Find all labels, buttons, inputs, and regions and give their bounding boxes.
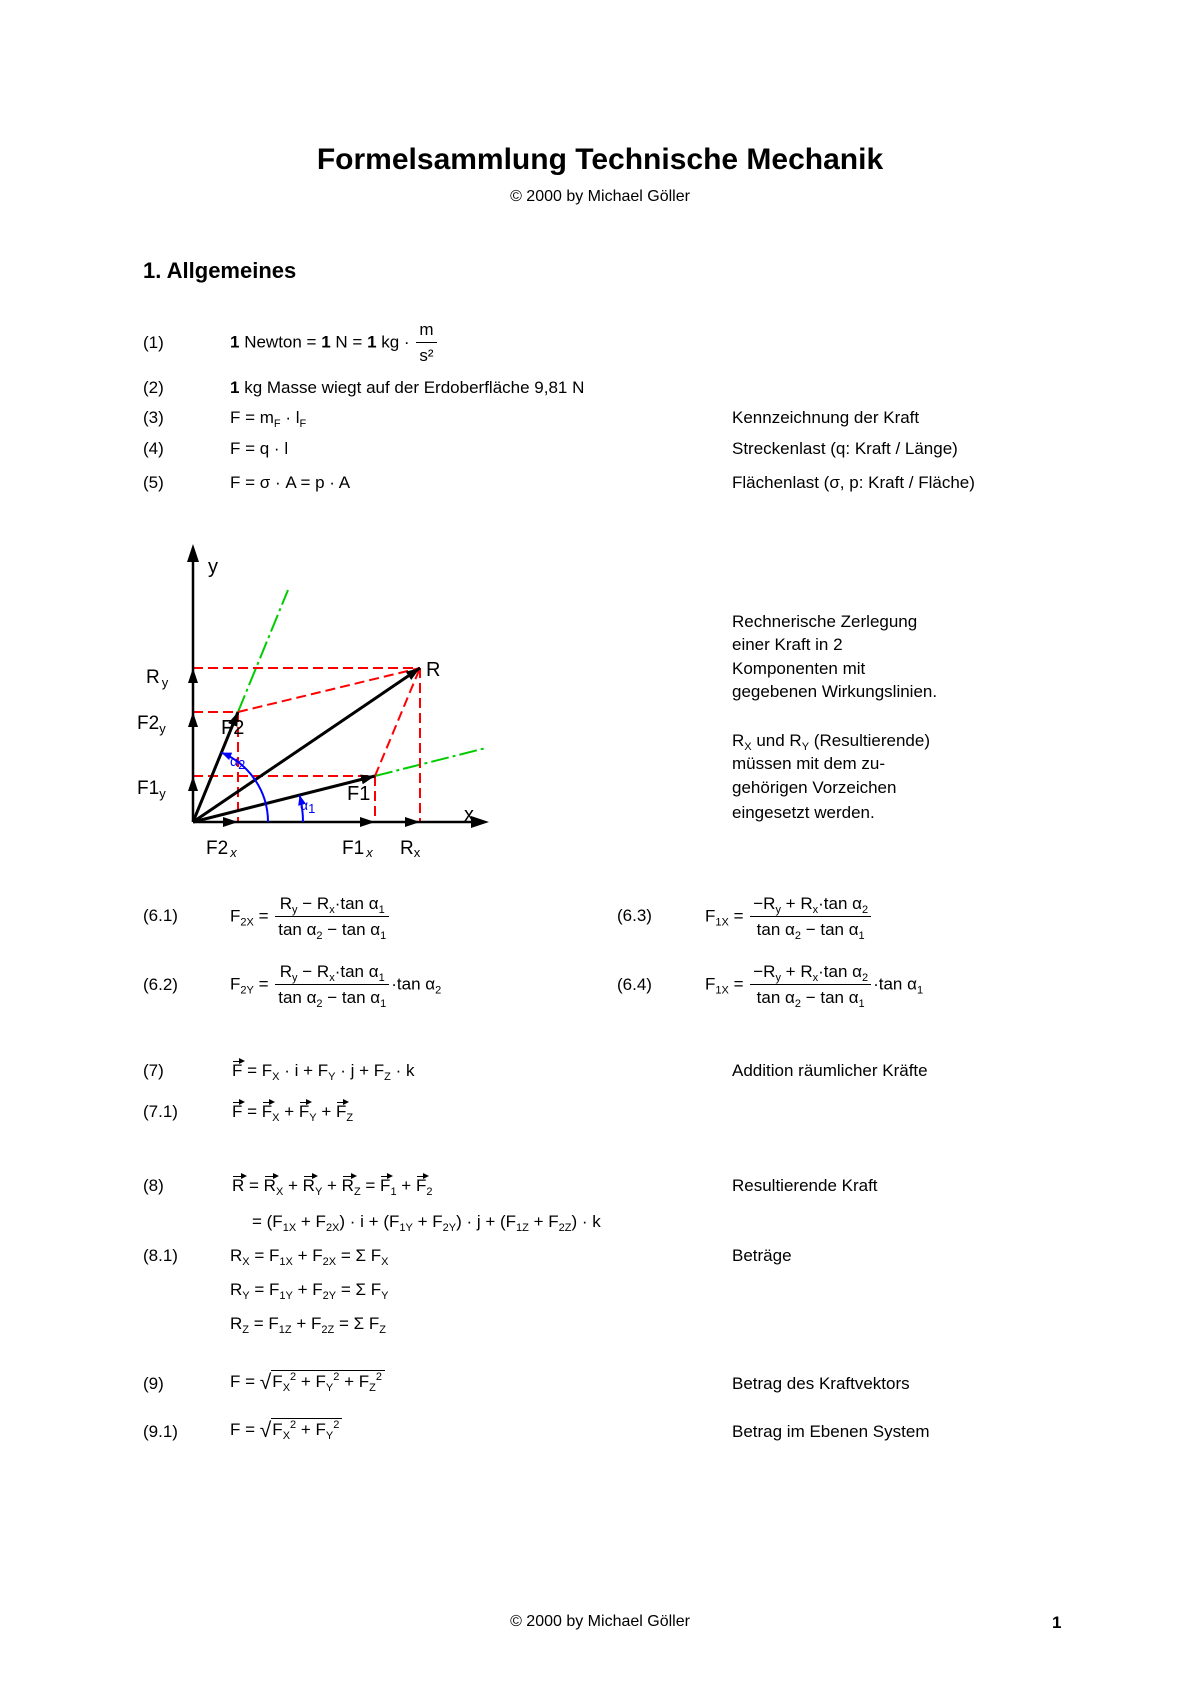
formula-rz [230,1313,386,1335]
alpha-2-label-sub: 2 [238,757,246,772]
vector-symbol: F [335,1102,347,1121]
r-x-label [400,838,421,860]
formula-text: tan α [278,988,317,1007]
formula-text-bold: 1 [230,378,240,397]
formula-text: = F [249,1246,280,1265]
formula-text: kg · [376,332,415,352]
formula-note: Betrag im Ebenen System [732,1422,930,1441]
radicand [271,1418,342,1440]
formula-subscript: 1Z [278,1324,292,1336]
formula-f2y [230,962,441,1008]
formula-subscript: 2X [240,916,254,929]
formula-f1x [705,894,873,940]
formula-text: = (F [252,1212,283,1231]
f2-x-label-sub: x [230,845,237,860]
formula-ry [230,1279,388,1301]
vector-symbol: F [415,1176,427,1195]
formula-newton [230,320,439,366]
formula-text: F [272,1372,283,1391]
formula-text: F [230,974,241,994]
copyright-line: © 2000 by Michael Göller [510,188,690,205]
fraction-numerator [275,962,389,985]
formula-subscript: Z [369,1382,376,1394]
formula-text: R [230,1246,243,1265]
formula-subscript: 2Y [240,984,254,997]
fraction-denominator [275,917,389,940]
square-root [260,1370,385,1393]
formula-text: + [279,1102,299,1121]
formula-number: (4) [143,439,164,458]
force-1-label-text: F1 [347,783,371,805]
diagram-note-line: gegebenen Wirkungslinien. [732,682,938,701]
formula-text: F = σ · A = p · A [230,473,351,492]
diagram-note-line: einer Kraft in 2 [732,635,843,654]
formula-text: + F [412,1212,443,1231]
formula-subscript: Y [242,1290,250,1302]
force-2-label [221,717,244,739]
formula-subscript: F [299,418,307,430]
force-2-label-text: F2 [221,717,245,739]
formula-text: = [253,906,274,926]
formula-note: Beträge [732,1246,792,1265]
formula-spatial-force [232,1060,415,1082]
vector-symbol: F [298,1102,310,1121]
f1-x-label-sub: x [366,845,373,860]
formula-text: ·tan α [334,962,379,981]
formula-number: (7.1) [143,1102,178,1121]
formula-text: −R [753,962,776,981]
formula-note: Streckenlast (q: Kraft / Länge) [732,439,958,458]
diagram-note-line: Rechnerische Zerlegung [732,612,918,631]
formula-subscript: Z [346,1112,354,1124]
formula-subscript: y [775,972,781,984]
formula-text: R [279,962,293,981]
r-x-component-arrow [405,817,420,827]
formula-subscript: Z [242,1324,250,1336]
formula-text: · k [390,1061,415,1080]
formula-area-load [230,472,350,494]
formula-number: (6.3) [617,906,652,925]
formula-text: · j + F [335,1061,385,1080]
formula-text: − tan α [800,988,859,1007]
f2-x-label [206,838,237,860]
f1-x-label [342,838,373,860]
formula-text: + R [780,894,813,913]
formula-superscript: 2 [333,1371,340,1383]
formula-subscript: 2Z [321,1324,335,1336]
formula-text: R [230,1280,243,1299]
f1-y-label [137,778,166,801]
formula-mass-weight [230,377,584,399]
formula-text-bold: 1 [230,332,240,352]
formula-note: Addition räumlicher Kräfte [732,1061,928,1080]
formula-subscript: Z [353,1186,361,1198]
fraction-numerator [416,320,436,343]
vector-symbol: F [261,1102,273,1121]
formula-note: Betrag des Kraftvektors [732,1374,910,1393]
formula-subscript: x [812,972,819,984]
formula-text: tan α [756,920,795,939]
resultant-label [426,659,440,681]
f1-y-label-main: F1 [137,778,160,799]
formula-superscript: 2 [290,1371,297,1383]
y-axis-arrowhead [187,544,199,562]
fraction [750,962,871,1008]
formula-note: Flächenlast (σ, p: Kraft / Fläche) [732,473,975,492]
formula-subscript: 1 [858,930,865,942]
formula-subscript: 2 [794,930,801,942]
formula-text: R [732,731,745,750]
formula-text: = [244,1176,264,1195]
axes [193,560,471,822]
formula-subscript: 2 [794,998,801,1010]
formula-number: (7) [143,1061,164,1080]
formula-resultant-components [252,1211,601,1233]
formula-text: F = [230,1420,260,1439]
formula-f2x [230,894,391,940]
root-sign: √ [259,1371,272,1394]
formula-text: + F [296,1372,326,1391]
formula-text: F = m [230,408,274,427]
alpha-1-label-main: α [300,797,309,813]
formula-text: + F [528,1212,559,1231]
formula-text: ) · i + (F [339,1212,400,1231]
formula-text: F [705,906,716,926]
parallelogram-edge-f2-r [238,668,420,712]
formula-text: = Σ F [336,1246,382,1265]
formula-text: + [396,1176,416,1195]
vector-symbol: R [263,1176,276,1195]
root-sign: √ [259,1419,272,1442]
diagram-note-line: müssen mit dem zu- [732,754,886,773]
formula-text: F [272,1420,283,1439]
formula-subscript: 1 [378,904,385,916]
radicand [271,1370,385,1392]
formula-text: + F [291,1314,322,1333]
formula-text: F = [230,1372,260,1391]
formula-text: kg Masse wiegt auf der Erdoberfläche 9,81 N [239,378,585,397]
f2-y-label-main: F2 [137,713,160,734]
formula-subscript: X [381,1256,389,1268]
formula-superscript: 2 [290,1419,297,1431]
diagram-note-line: eingesetzt werden. [732,803,875,822]
formula-text: · i + F [279,1061,329,1080]
formula-text: und R [751,731,802,750]
formula-text: − R [297,962,330,981]
formula-number: (6.2) [143,975,178,994]
f1-y-component-arrow [188,776,198,791]
formula-text: + F [296,1420,326,1439]
formula-superscript: 2 [375,1371,383,1383]
section-heading: 1. Allgemeines [143,258,297,283]
formula-text: + F [296,1212,326,1231]
formula-subscript: 1 [380,998,387,1010]
formula-subscript: 2Y [322,1290,337,1302]
formula-subscript: 2 [861,904,869,916]
formula-subscript: 1 [858,998,865,1010]
formula-subscript: x [812,904,819,916]
formula-text: tan α [278,920,317,939]
page-number: 1 [1052,1613,1062,1632]
formula-text: = F [249,1314,279,1333]
formula-subscript: 2 [426,1186,433,1198]
formula-text-bold: 1 [321,332,331,352]
vector-symbol: R [232,1176,245,1195]
formula-line-load [230,438,288,460]
formula-subscript: 2 [316,998,323,1010]
formula-note: Kennzeichnung der Kraft [732,408,920,427]
f2-y-label-sub: y [159,721,166,736]
formula-f1y [705,962,923,1008]
formula-subscript: 1Z [516,1222,529,1234]
formula-force-magnitude [230,1370,385,1393]
y-axis-label-text: y [208,556,218,578]
formula-text: = [728,906,749,926]
formula-text: − tan α [322,988,381,1007]
formula-text: + R [780,962,813,981]
diagram-note-line: Komponenten mit [732,659,866,678]
formula-subscript: 2 [861,972,869,984]
formula-text: = F [249,1280,280,1299]
formula-text-bold: 1 [367,332,377,352]
formula-subscript: 1Y [399,1222,413,1234]
formula-subscript: 2Z [558,1222,572,1234]
formula-subscript: X [275,1186,284,1198]
line-of-action-f1 [375,748,486,776]
r-y-label [146,667,169,690]
formula-subscript: 2X [325,1222,340,1234]
formula-text: F = q · l [230,439,289,458]
alpha-2-label-main: α [230,753,239,769]
formula-subscript: X [242,1256,250,1268]
page-footer: © 2000 by Michael Göller [510,1613,690,1630]
formula-subscript: y [292,904,298,916]
formula-number: (8) [143,1176,164,1195]
formula-force-mark [230,407,306,429]
formula-text: Newton = [239,332,322,352]
f1-x-component-arrow [360,817,375,827]
formula-number: (6.4) [617,975,652,994]
formula-text: m [419,320,434,339]
vector-symbol: F [380,1176,391,1195]
formula-text: ) · k [571,1212,601,1231]
formula-superscript: 2 [333,1419,340,1431]
vector-symbol: R [341,1176,354,1195]
formula-subscript: Y [309,1112,317,1124]
formula-subscript: 1X [715,984,729,997]
formula-text: − R [297,894,330,913]
f2-x-component-arrow [223,817,238,827]
formula-rx [230,1245,388,1267]
formula-text: + [316,1102,336,1121]
formula-text: ·tan α [818,894,862,913]
formula-text: = Σ F [336,1280,382,1299]
square-root [260,1418,343,1441]
formula-text: = [360,1176,381,1195]
formula-subscript: Y [325,1382,334,1394]
fraction-denominator [416,343,436,366]
formula-number: (3) [143,408,164,427]
formula-subscript: y [775,904,781,916]
formula-text: ·tan α [818,962,862,981]
resultant-label-text: R [426,659,441,681]
formula-text: − tan α [800,920,859,939]
formula-text: = [242,1102,262,1121]
formula-text: = [253,974,274,994]
formula-text: · l [280,408,300,427]
formula-subscript: 1 [390,1186,397,1198]
r-y-label-sub: y [161,675,169,690]
formula-resultant [232,1175,432,1197]
r-y-label-main: R [146,667,160,688]
formula-text: − tan α [322,920,381,939]
formula-number: (9.1) [143,1422,178,1441]
formula-subscript: 1 [916,984,924,997]
formula-text: s² [419,346,434,365]
formula-subscript: 1Y [279,1290,293,1302]
formula-subscript: x [329,904,335,916]
fraction-denominator [750,985,871,1008]
formula-text: N = [330,332,368,352]
formula-text: tan α [756,988,795,1007]
force-decomposition-diagram [120,530,500,860]
formula-note: Resultierende Kraft [732,1176,878,1195]
formula-number: (6.1) [143,906,178,925]
force-1-label [347,783,370,805]
vector-symbol: R [302,1176,315,1195]
formula-subscript: X [282,1430,291,1442]
formula-subscript: Y [328,1071,336,1083]
formula-subscript: 1X [279,1256,293,1268]
r-x-label-sub: x [413,845,421,860]
formula-number: (8.1) [143,1246,178,1265]
alpha-1-label-sub: 1 [308,801,316,816]
f1-x-label-main: F1 [342,838,365,859]
fraction [275,962,389,1008]
formula-subscript: Y [801,741,810,753]
formula-text: ·tan α [873,974,917,994]
formula-subscript: Y [314,1186,323,1198]
formula-text: = Σ F [334,1314,380,1333]
formula-number: (9) [143,1374,164,1393]
formula-vector-sum [232,1101,353,1123]
y-axis-label [208,556,218,578]
fraction-numerator [750,894,871,917]
x-axis-label [464,804,474,826]
fraction-denominator [750,917,871,940]
fraction-numerator [275,894,389,917]
formula-text: (Resultierende) [809,731,931,750]
formula-subscript: 2 [435,984,442,997]
formula-subscript: X [272,1071,280,1083]
formula-text: ) · j + (F [456,1212,517,1231]
r-x-label-main: R [400,838,414,859]
formula-subscript: 2Y [442,1222,457,1234]
formula-text: + F [339,1372,370,1391]
formula-number: (1) [143,333,164,352]
formula-subscript: Z [379,1324,386,1336]
document-title: Formelsammlung Technische Mechanik [316,143,884,176]
formula-subscript: y [292,972,298,984]
formula-subscript: 1X [282,1222,297,1234]
x-axis-label-text: x [464,804,474,826]
formula-subscript: 2 [316,930,323,942]
fraction-numerator [750,962,871,985]
formula-subscript: Y [325,1430,334,1442]
fraction [750,894,871,940]
formula-number: (2) [143,378,164,397]
formula-subscript: X [744,741,752,753]
formula-subscript: Y [381,1290,389,1302]
f2-x-label-main: F2 [206,838,229,859]
r-y-component-arrow [188,668,198,683]
f2-y-component-arrow [188,712,198,727]
formula-text: + F [292,1280,323,1299]
formula-subscript: 2X [322,1256,337,1268]
formula-text: ·tan α [334,894,379,913]
fraction [275,894,389,940]
formula-planar-magnitude [230,1418,342,1441]
formula-subscript: X [272,1112,280,1124]
formula-text: + [322,1176,342,1195]
formula-text: F [705,974,716,994]
f1-y-label-sub: y [159,786,166,801]
formula-text: = [728,974,749,994]
formula-text: R [230,1314,243,1333]
vector-symbol: F [232,1061,243,1080]
formula-subscript: 1X [715,916,729,929]
diagram-sign-rule [732,730,930,752]
formula-subscript: F [273,418,281,430]
formula-subscript: Z [384,1071,391,1083]
line-of-action-f2 [238,590,288,712]
fraction-denominator [275,985,389,1008]
formula-text: R [279,894,293,913]
alpha-2-label [230,753,245,772]
vector-symbol: F [232,1102,243,1121]
formula-text: + F [292,1246,323,1265]
formula-text: = F [242,1061,273,1080]
fraction [416,320,436,366]
formula-subscript: x [329,972,335,984]
formula-subscript: 1 [378,972,385,984]
formula-text: F [230,906,241,926]
formula-text: ·tan α [391,974,436,994]
diagram-note-line: gehörigen Vorzeichen [732,778,897,797]
formula-text: + [283,1176,303,1195]
formula-subscript: X [282,1382,291,1394]
formula-subscript: 1 [380,930,387,942]
formula-number: (5) [143,473,164,492]
f2-y-label [137,713,166,736]
formula-text: −R [753,894,776,913]
